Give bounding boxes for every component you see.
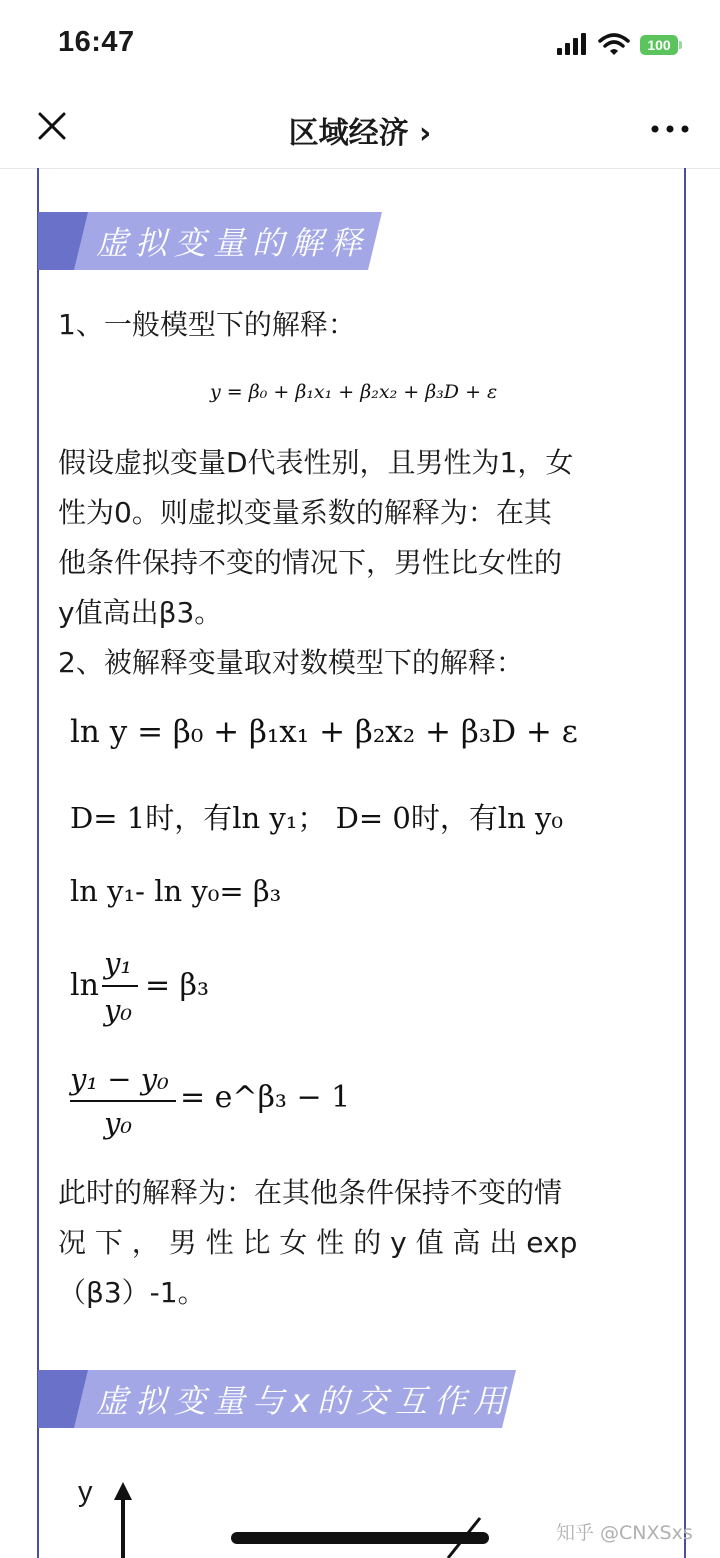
nav-bar: [0, 92, 720, 169]
formula-percent-rhs: = e^β₃ − 1: [180, 1080, 351, 1115]
more-icon[interactable]: [650, 124, 690, 134]
section-banner-2: [38, 1370, 516, 1428]
watermark: 知乎 @CNXSxs: [556, 1522, 693, 1544]
formula-log-ratio-prefix: ln: [70, 968, 99, 1003]
page-title[interactable]: 区域经济 ›: [288, 116, 432, 151]
fraction-bar-2: [70, 1100, 176, 1102]
graph-y-label: y: [78, 1476, 93, 1508]
formula-log-ratio-numerator: y₁: [104, 946, 133, 980]
formula-log-ratio-rhs: = β₃: [145, 968, 210, 1003]
formula-percent-numerator: y₁ − y₀: [70, 1062, 169, 1096]
formula-log-ratio-denominator: y₀: [104, 993, 133, 1027]
battery-icon: 100: [640, 35, 678, 55]
status-time: 16:47: [58, 26, 135, 58]
formula-general: y = β₀ + β₁x₁ + β₂x₂ + β₃D + ε: [210, 381, 498, 403]
home-indicator: [231, 1532, 489, 1544]
formula-percent-denominator: y₀: [104, 1106, 133, 1140]
formula-log-difference: ln y₁- ln y₀= β₃: [70, 874, 282, 908]
section-title-1: 虚拟变量的解释: [96, 224, 370, 262]
wifi-icon: [598, 33, 630, 57]
formula-log-model: ln y = β₀ + β₁x₁ + β₂x₂ + β₃D + ε: [70, 714, 578, 750]
part1-paragraph: 假设虚拟变量D代表性别，且男性为1，女 性为0。则虚拟变量系数的解释为：在其 他条件保持不变的情况下，男性比女性的 y值高出β3。: [58, 446, 574, 629]
part2-heading: 2、被解释变量取对数模型下的解释：: [58, 646, 524, 679]
fraction-bar: [102, 985, 138, 987]
part1-heading: 1、一般模型下的解释：: [58, 308, 356, 341]
section-title-2: 虚拟变量与x的交互作用: [96, 1382, 512, 1420]
article-content: [37, 168, 686, 1558]
section-banner-1: [38, 212, 382, 270]
battery-tip: [679, 41, 682, 49]
formula-dummy-cases: D= 1时，有ln y₁； D= 0时，有ln y₀: [70, 801, 564, 835]
graph-y-axis: [110, 1480, 140, 1558]
cellular-signal-icon: [557, 33, 589, 55]
part2-paragraph: 此时的解释为：在其他条件保持不变的情 况 下 ， 男 性 比 女 性 的 y 值 高 出 exp （β3）-1。: [58, 1176, 578, 1309]
status-bar: [0, 0, 720, 92]
